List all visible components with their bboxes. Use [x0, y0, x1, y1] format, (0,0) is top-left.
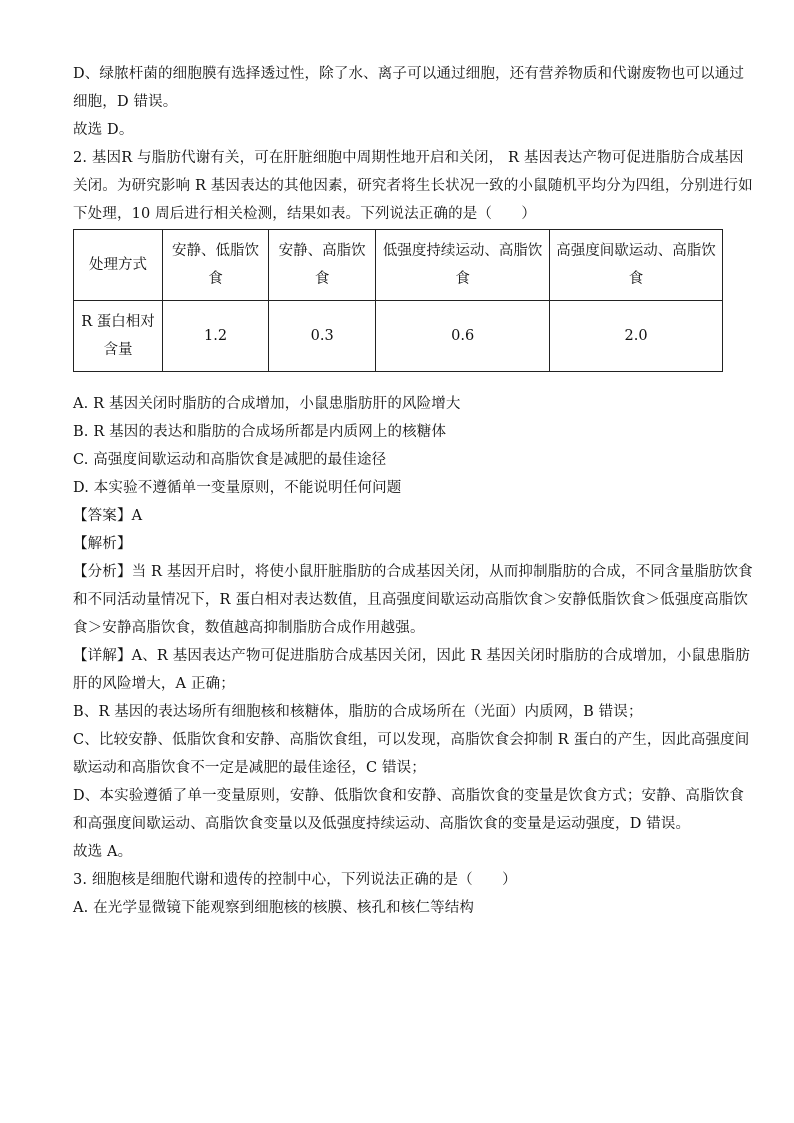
text-line: 【分析】当 R 基因开启时，将使小鼠肝脏脂肪的合成基因关闭，从而抑制脂肪的合成，不同含量脂肪饮食	[73, 564, 753, 580]
text-line: 关闭。为研究影响 R 基因表达的其他因素，研究者将生长状况一致的小鼠随机平均分为四组，分别进行如	[73, 178, 753, 194]
text-line: B、R 基因的表达场所有细胞核和核糖体，脂肪的合成场所在（光面）内质网，B 错误；	[73, 704, 643, 720]
text-line: 故选 D。	[73, 122, 134, 138]
text-line: 食＞安静高脂饮食，数值越高抑制脂肪合成作用越强。	[73, 620, 425, 636]
text-line: 【详解】A、R 基因表达产物可促进脂肪合成基因关闭，因此 R 基因关闭时脂肪的合成增加，小鼠患脂肪	[73, 648, 750, 664]
text-line: 和不同活动量情况下，R 蛋白相对表达数值，且高强度间歇运动高脂饮食＞安静低脂饮食＞低强度高脂饮	[73, 592, 749, 608]
text-line: 下处理，10 周后进行相关检测，结果如表。下列说法正确的是（ ）	[73, 206, 537, 222]
option-b: B. R 基因的表达和脂肪的合成场所都是内质网上的核糖体	[73, 424, 447, 440]
question-3-stem: 3. 细胞核是细胞代谢和遗传的控制中心，下列说法正确的是（ ）	[73, 872, 517, 888]
option-c: C. 高强度间歇运动和高脂饮食是减肥的最佳途径	[73, 452, 387, 468]
text-line: D、本实验遵循了单一变量原则，安静、低脂饮食和安静、高脂饮食的变量是饮食方式；安静、高脂饮食	[73, 788, 745, 804]
analysis-heading: 【解析】	[73, 536, 132, 552]
table-cell: 1.2	[162, 301, 268, 372]
table-header-cell: 安静、高脂饮食	[269, 230, 376, 301]
text-line: 故选 A。	[73, 844, 133, 860]
table-row	[74, 301, 723, 372]
table-row-label: R 蛋白相对含量	[74, 301, 163, 372]
answer-label: 【答案】A	[73, 508, 143, 524]
table-cell: 0.3	[269, 301, 376, 372]
document-page	[73, 60, 753, 922]
table-header-cell: 低强度持续运动、高脂饮食	[376, 230, 550, 301]
text-line: 细胞，D 错误。	[73, 94, 178, 110]
option-a: A. 在光学显微镜下能观察到细胞核的核膜、核孔和核仁等结构	[73, 900, 475, 916]
option-d: D. 本实验不遵循单一变量原则，不能说明任何问题	[73, 480, 402, 496]
results-table	[73, 229, 723, 372]
top-text-block	[73, 60, 753, 228]
option-a: A. R 基因关闭时脂肪的合成增加，小鼠患脂肪肝的风险增大	[73, 396, 461, 412]
text-line: 歇运动和高脂饮食不一定是减肥的最佳途径，C 错误；	[73, 760, 426, 776]
text-line: 和高强度间歇运动、高脂饮食变量以及低强度持续运动、高脂饮食的变量是运动强度，D 错误。	[73, 816, 691, 832]
table-cell: 2.0	[550, 301, 723, 372]
table-header-row	[74, 230, 723, 301]
table-header-cell: 处理方式	[74, 230, 163, 301]
text-line: D、绿脓杆菌的细胞膜有选择透过性，除了水、离子可以通过细胞，还有营养物质和代谢废物也可以通过	[73, 66, 745, 82]
analysis-text-block	[73, 558, 753, 922]
question-2-stem: 2. 基因R 与脂肪代谢有关，可在肝脏细胞中周期性地开启和关闭， R 基因表达产物可促进脂肪合成基因	[73, 150, 744, 166]
text-line: 肝的风险增大，A 正确；	[73, 676, 235, 692]
table-cell: 0.6	[376, 301, 550, 372]
table-header-cell: 安静、低脂饮食	[162, 230, 268, 301]
text-line: C、比较安静、低脂饮食和安静、高脂饮食组，可以发现，高脂饮食会抑制 R 蛋白的产生，因此高强度间	[73, 732, 750, 748]
table-header-cell: 高强度间歇运动、高脂饮食	[550, 230, 723, 301]
options-block	[73, 390, 723, 502]
